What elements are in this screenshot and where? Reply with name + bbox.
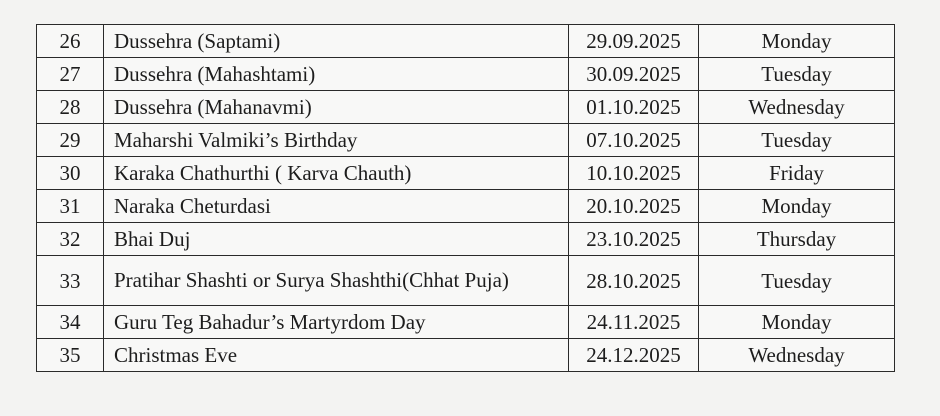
holiday-name: Bhai Duj xyxy=(104,223,569,256)
holiday-name-text: Pratihar Shashti or Surya Shashthi(Chhat Puja) xyxy=(114,268,509,292)
table-row xyxy=(37,190,895,223)
holiday-date: 30.09.2025 xyxy=(569,58,699,91)
holiday-day: Wednesday xyxy=(699,339,895,372)
serial-number: 26 xyxy=(37,25,104,58)
holiday-day: Tuesday xyxy=(699,124,895,157)
serial-number: 33 xyxy=(37,256,104,306)
holiday-name: Karaka Chathurthi ( Karva Chauth) xyxy=(104,157,569,190)
table-row xyxy=(37,223,895,256)
table-row xyxy=(37,91,895,124)
holiday-table xyxy=(36,24,895,372)
table-row xyxy=(37,157,895,190)
holiday-name: Maharshi Valmiki’s Birthday xyxy=(104,124,569,157)
holiday-name: Naraka Cheturdasi xyxy=(104,190,569,223)
holiday-date: 07.10.2025 xyxy=(569,124,699,157)
holiday-day: Wednesday xyxy=(699,91,895,124)
holiday-date: 24.11.2025 xyxy=(569,306,699,339)
holiday-name: Dussehra (Saptami) xyxy=(104,25,569,58)
holiday-name: Dussehra (Mahanavmi) xyxy=(104,91,569,124)
serial-number: 27 xyxy=(37,58,104,91)
table-row xyxy=(37,58,895,91)
table-row xyxy=(37,124,895,157)
holiday-date: 28.10.2025 xyxy=(569,256,699,306)
holiday-day: Monday xyxy=(699,190,895,223)
table-row xyxy=(37,25,895,58)
holiday-date: 10.10.2025 xyxy=(569,157,699,190)
holiday-name xyxy=(104,256,569,306)
table-row xyxy=(37,339,895,372)
holiday-date: 20.10.2025 xyxy=(569,190,699,223)
serial-number: 34 xyxy=(37,306,104,339)
holiday-date: 01.10.2025 xyxy=(569,91,699,124)
table-row xyxy=(37,306,895,339)
table-row xyxy=(37,256,895,306)
serial-number: 29 xyxy=(37,124,104,157)
holiday-name: Dussehra (Mahashtami) xyxy=(104,58,569,91)
holiday-day: Monday xyxy=(699,306,895,339)
serial-number: 35 xyxy=(37,339,104,372)
holiday-date: 24.12.2025 xyxy=(569,339,699,372)
holiday-name: Guru Teg Bahadur’s Martyrdom Day xyxy=(104,306,569,339)
serial-number: 28 xyxy=(37,91,104,124)
holiday-day: Monday xyxy=(699,25,895,58)
holiday-date: 23.10.2025 xyxy=(569,223,699,256)
holiday-day: Thursday xyxy=(699,223,895,256)
serial-number: 32 xyxy=(37,223,104,256)
holiday-day: Friday xyxy=(699,157,895,190)
holiday-name: Christmas Eve xyxy=(104,339,569,372)
serial-number: 31 xyxy=(37,190,104,223)
holiday-day: Tuesday xyxy=(699,58,895,91)
holiday-date: 29.09.2025 xyxy=(569,25,699,58)
holiday-day: Tuesday xyxy=(699,256,895,306)
serial-number: 30 xyxy=(37,157,104,190)
